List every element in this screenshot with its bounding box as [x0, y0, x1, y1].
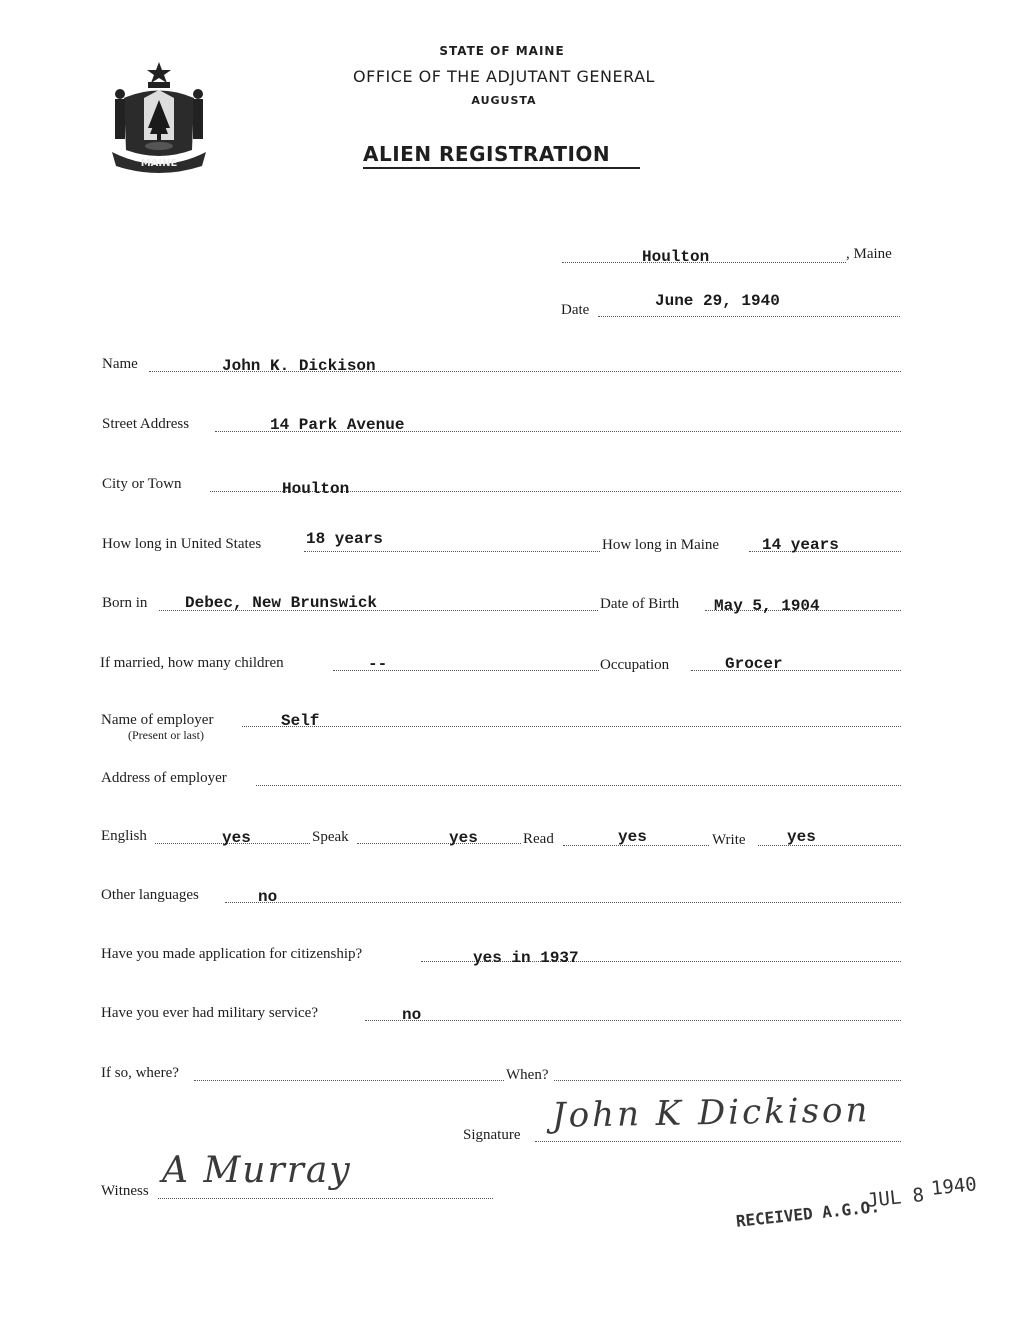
write-line: [758, 845, 901, 846]
occupation-line: [691, 670, 901, 671]
speak-line: [357, 843, 521, 844]
us-time-label: How long in United States: [102, 536, 262, 552]
received-stamp-year: 1940: [930, 1173, 978, 1200]
location-value: Houlton: [642, 248, 710, 266]
other-languages-value: no: [258, 888, 278, 906]
children-value: --: [368, 655, 388, 673]
born-label: Born in: [102, 595, 148, 611]
other-languages-line: [225, 902, 901, 903]
write-value: yes: [787, 828, 816, 846]
witness-line: [158, 1198, 493, 1199]
street-value: 14 Park Avenue: [270, 416, 405, 434]
read-label: Read: [523, 831, 554, 847]
title-underline: [363, 167, 640, 169]
employer-value: Self: [281, 712, 320, 730]
employer-sublabel: (Present or last): [128, 728, 204, 742]
maine-time-value: 14 years: [762, 536, 839, 554]
us-time-line: [304, 551, 600, 552]
write-label: Write: [712, 832, 746, 848]
date-line: [598, 316, 900, 317]
english-value: yes: [222, 829, 251, 847]
citizenship-value: yes in 1937: [473, 949, 579, 967]
city-value: Houlton: [282, 480, 350, 498]
employer-address-label: Address of employer: [101, 770, 227, 786]
witness-value: A Murray: [162, 1150, 352, 1191]
signature-value: John K Dickison: [551, 1090, 871, 1136]
citizenship-label: Have you made application for citizenship?: [101, 946, 363, 962]
employer-line: [242, 726, 901, 727]
employer-address-line: [256, 785, 901, 786]
english-label: English: [101, 828, 147, 844]
location-suffix: , Maine: [846, 246, 892, 262]
occupation-label: Occupation: [600, 657, 670, 673]
received-stamp-prefix: RECEIVED A.G.O.: [735, 1196, 881, 1231]
witness-label: Witness: [101, 1183, 149, 1199]
military-label: Have you ever had military service?: [101, 1005, 318, 1021]
where-line: [194, 1080, 504, 1081]
when-line: [554, 1080, 901, 1081]
born-value: Debec, New Brunswick: [185, 594, 378, 612]
maine-time-label: How long in Maine: [602, 537, 720, 553]
header-office: OFFICE OF THE ADJUTANT GENERAL: [353, 67, 655, 86]
street-label: Street Address: [102, 416, 190, 432]
header-state: STATE OF MAINE: [439, 44, 565, 58]
dob-value: May 5, 1904: [714, 597, 820, 615]
other-languages-label: Other languages: [101, 887, 199, 903]
seal-motto: MAINE: [140, 158, 178, 169]
signature-line: [535, 1141, 901, 1142]
city-label: City or Town: [102, 476, 182, 492]
date-value: June 29, 1940: [655, 292, 780, 310]
children-label: If married, how many children: [100, 655, 284, 671]
header-city: AUGUSTA: [471, 94, 537, 107]
name-label: Name: [102, 356, 138, 372]
dob-label: Date of Birth: [600, 596, 680, 612]
us-time-value: 18 years: [306, 530, 383, 548]
military-value: no: [402, 1006, 422, 1024]
when-label: When?: [506, 1067, 549, 1083]
where-label: If so, where?: [101, 1065, 179, 1081]
speak-value: yes: [449, 829, 478, 847]
signature-label: Signature: [463, 1127, 521, 1143]
date-label: Date: [561, 302, 590, 318]
read-value: yes: [618, 828, 647, 846]
name-value: John K. Dickison: [222, 357, 376, 375]
speak-label: Speak: [312, 829, 349, 845]
received-stamp-date: JUL 8: [866, 1184, 926, 1212]
form-title: ALIEN REGISTRATION: [363, 142, 611, 166]
employer-label: Name of employer: [101, 712, 214, 728]
military-line: [365, 1020, 901, 1021]
occupation-value: Grocer: [725, 655, 783, 673]
